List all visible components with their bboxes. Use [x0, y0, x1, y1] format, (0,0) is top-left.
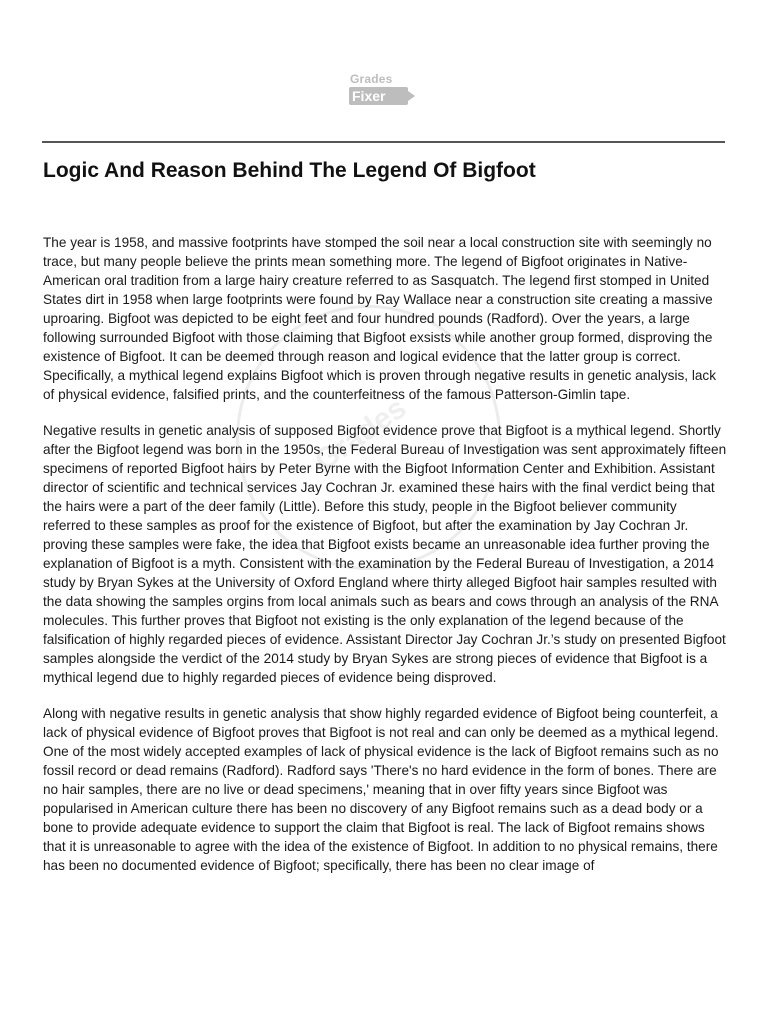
header-divider	[42, 141, 725, 143]
document-title: Logic And Reason Behind The Legend Of Bigfoot	[43, 159, 536, 182]
paragraph-1: The year is 1958, and massive footprints have stomped the soil near a local construction site with seemingly no trace, but many people believe the prints mean something more. The legend of Bigfoot originates in Native-American oral tradition from a large hairy creature referred to as Sasquatch. The legend first stomped in United States dirt in 1958 when large footprints were found by Ray Wallace near a construction site creating a massive uproaring. Bigfoot was depicted to be eight feet and four hundred pounds (Radford). Over the years, a large following surrounded Bigfoot with those claiming that Bigfoot exsists while another group formed, disproving the existence of Bigfoot. It can be deemed through reason and logical evidence that the latter group is correct. Specifically, a mythical legend explains Bigfoot which is proven through negative results in genetic analysis, lack of physical evidence, falsified prints, and the counterfeitness of the famous Patterson-Gimlin tape.	[43, 235, 716, 402]
logo-text-bottom: Fixer	[352, 88, 386, 104]
watermark-text: Grades	[308, 391, 413, 478]
logo-badge	[349, 87, 408, 105]
paragraph-2: Negative results in genetic analysis of supposed Bigfoot evidence prove that Bigfoot is a mythical legend. Shortly after the Bigfoot legend was born in the 1950s, the Federal Bureau of Investigation was sent approximately fifteen specimens of reported Bigfoot hairs by Peter Byrne with the Bigfoot Information Center and Exhibition. Assistant director of scientific and technical services Jay Cochran Jr. examined these hairs with the final verdict being that the hairs were a part of the deer family (Little). Before this study, people in the Bigfoot believer community referred to these samples as proof for the existence of Bigfoot, but after the examination by Jay Cochran Jr. proving these samples were fake, the idea that Bigfoot exists became an unreasonable idea further proving the explanation of Bigfoot is a myth. Consistent with the examination by the Federal Bureau of Investigation, a 2014 study by Bryan Sykes at the University of Oxford England where thirty alleged Bigfoot hair samples resulted with the data showing the samples orgins from local animals such as bears and cows through an analysis of the RNA molecules. This further proves that Bigfoot not existing is the only explanation of the legend because of the falsification of highly regarded pieces of evidence. Assistant Director Jay Cochran Jr.’s study on presented Bigfoot samples alongside the verdict of the 2014 study by Bryan Sykes are strong pieces of evidence that Bigfoot is a mythical legend due to highly regarded pieces of evidence being disproved.	[43, 423, 727, 685]
document-body	[43, 233, 728, 892]
logo-arrow-icon	[408, 91, 415, 101]
gradesfixer-logo	[349, 72, 421, 108]
paragraph-3: Along with negative results in genetic analysis that show highly regarded evidence of Bigfoot being counterfeit, a lack of physical evidence of Bigfoot proves that Bigfoot is not real and can only be deemed as a mythical legend. One of the most widely accepted examples of lack of physical evidence is the lack of Bigfoot remains such as no fossil record or dead remains (Radford). Radford says 'There's no hard evidence in the form of bones. There are no hair samples, there are no live or dead specimens,' meaning that in over fifty years since Bigfoot was popularised in American culture there has been no discovery of any Bigfoot remains such as a dead body or a bone to provide adequate evidence to support the claim that Bigfoot is real. The lack of Bigfoot remains shows that it is unreasonable to agree with the idea of the existence of Bigfoot. In addition to no physical remains, there has been no documented evidence of Bigfoot; specifically, there has been no clear image of	[43, 706, 719, 873]
logo-text-top: Grades	[350, 72, 393, 86]
